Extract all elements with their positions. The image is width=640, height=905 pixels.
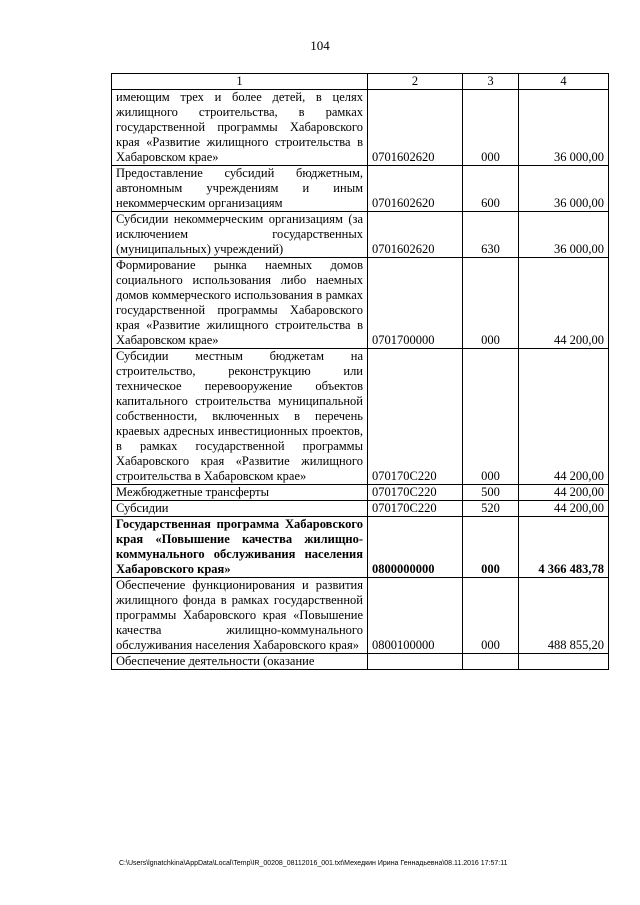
table-row <box>112 485 609 501</box>
row-code: 070170С220 <box>368 485 463 501</box>
row-amount <box>519 654 609 670</box>
row-amount: 44 200,00 <box>519 501 609 517</box>
row-type: 000 <box>463 578 519 654</box>
header-col-1: 1 <box>112 74 368 90</box>
row-code: 0701602620 <box>368 212 463 258</box>
row-type: 000 <box>463 90 519 166</box>
row-amount: 36 000,00 <box>519 212 609 258</box>
table-row <box>112 654 609 670</box>
row-code: 0800000000 <box>368 517 463 578</box>
row-amount: 44 200,00 <box>519 349 609 485</box>
row-type: 500 <box>463 485 519 501</box>
row-amount: 4 366 483,78 <box>519 517 609 578</box>
row-code <box>368 654 463 670</box>
table-header-row <box>112 74 609 90</box>
row-name: Государственная программа Хабаровского края «Повышение качества жилищно-коммунального обслуживания населения Хабаровского края» <box>112 517 368 578</box>
row-amount: 44 200,00 <box>519 258 609 349</box>
table-row <box>112 578 609 654</box>
row-type: 000 <box>463 349 519 485</box>
table-row <box>112 258 609 349</box>
row-name: Субсидии местным бюджетам на строительство, реконструкцию или техническое перевооружение объектов капитального строительства муниципальной собственности, включенных в перечень краевых адресных инвестиционных проектов, в рамках государственной программы Хабаровского края «Развитие жилищного строительства в Хабаровском крае» <box>112 349 368 485</box>
row-amount: 36 000,00 <box>519 90 609 166</box>
row-type: 630 <box>463 212 519 258</box>
row-name: Обеспечение функционирования и развития жилищного фонда в рамках государственной программы Хабаровского края «Повышение качества жилищно-коммунального обслуживания населения Хабаровского края» <box>112 578 368 654</box>
budget-table <box>111 73 609 670</box>
row-type: 520 <box>463 501 519 517</box>
table-row <box>112 166 609 212</box>
row-amount: 44 200,00 <box>519 485 609 501</box>
row-name: Предоставление субсидий бюджетным, автономным учреждениям и иным некоммерческим организациям <box>112 166 368 212</box>
row-code: 0701602620 <box>368 90 463 166</box>
row-amount: 36 000,00 <box>519 166 609 212</box>
row-code: 0701700000 <box>368 258 463 349</box>
row-name: Субсидии некоммерческим организациям (за исключением государственных (муниципальных) учреждений) <box>112 212 368 258</box>
table-row <box>112 90 609 166</box>
row-amount: 488 855,20 <box>519 578 609 654</box>
row-type: 000 <box>463 258 519 349</box>
row-name: Субсидии <box>112 501 368 517</box>
row-name: имеющим трех и более детей, в целях жилищного строительства, в рамках государственной программы Хабаровского края «Развитие жилищного строительства в Хабаровском крае» <box>112 90 368 166</box>
table-row-program-total <box>112 517 609 578</box>
table-row <box>112 349 609 485</box>
row-name: Обеспечение деятельности (оказание <box>112 654 368 670</box>
row-name: Формирование рынка наемных домов социального использования либо наемных домов коммерческого использования в рамках государственной программы Хабаровского края «Развитие жилищного строительства в Хабаровском крае» <box>112 258 368 349</box>
row-code: 070170С220 <box>368 349 463 485</box>
row-type: 000 <box>463 517 519 578</box>
row-type <box>463 654 519 670</box>
table-row <box>112 212 609 258</box>
header-col-2: 2 <box>368 74 463 90</box>
header-col-4: 4 <box>519 74 609 90</box>
row-type: 600 <box>463 166 519 212</box>
row-code: 0701602620 <box>368 166 463 212</box>
file-path-footer: C:\Users\lgnatchkina\AppData\Local\Temp\IR_00208_08112016_001.txt\Мехедкин Ирина Геннадьевна\08.11.2016 17:57:11 <box>119 860 508 867</box>
page-number: 104 <box>310 38 330 53</box>
row-code: 0800100000 <box>368 578 463 654</box>
table-row <box>112 501 609 517</box>
row-code: 070170С220 <box>368 501 463 517</box>
row-name: Межбюджетные трансферты <box>112 485 368 501</box>
header-col-3: 3 <box>463 74 519 90</box>
